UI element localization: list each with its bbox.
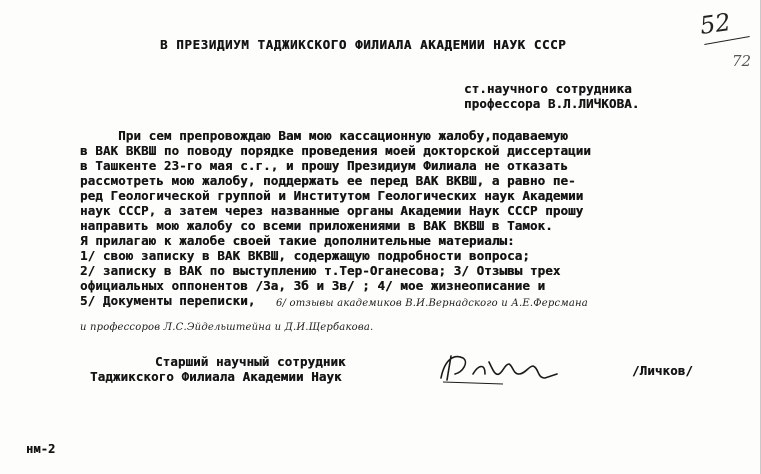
document-title: В ПРЕЗИДИУМ ТАДЖИКСКОГО ФИЛИАЛА АКАДЕМИИ НАУК СССР [160, 37, 567, 52]
handwritten-addition-1: 6/ отзывы академиков В.И.Вернадского и А.Е.Ферсмана [276, 298, 588, 309]
signatory-title-line-1: Старший научный сотрудник [155, 354, 346, 369]
body-line: 2/ записку в ВАК по выступлению т.Тер-Оганесова; 3/ Отзывы трех [80, 263, 561, 278]
handwritten-signature [433, 348, 563, 388]
body-line: в ВАК ВКВШ по поводу порядке проведения моей докторской диссертации [80, 143, 591, 158]
body-line: рассмотреть мою жалобу, поддержать ее перед ВАК ВКВШ, а равно пе- [80, 173, 576, 188]
faint-page-number: 72 [732, 52, 752, 70]
body-line: официальных оппонентов /3а, 3б и 3в/ ; 4/ мое жизнеописание и [80, 278, 546, 293]
body-line: 5/ Документы переписки, [80, 293, 256, 308]
signatory-title-line-2: Таджикского Филиала Академии Наук [90, 369, 342, 384]
body-line: ред Геологической группой и Институтом Геологических наук Академии [80, 188, 584, 203]
body-line: При сем препровождаю Вам мою кассационную жалобу,подаваемую [80, 128, 569, 143]
handwritten-page-number: 52 [698, 8, 733, 40]
body-line: наук СССР, а затем через названные органы Академии Наук СССР прошу [80, 203, 584, 218]
signatory-name: /Личков/ [632, 363, 694, 378]
addressee-line-2: профессора В.Л.ЛИЧКОВА. [464, 96, 640, 111]
body-line: в Ташкенте 23-го мая с.г., и прошу Президиум Филиала не отказать [80, 158, 569, 173]
addressee-line-1: ст.научного сотрудника [464, 81, 632, 96]
body-line: направить мою жалобу со всеми приложениями в ВАК ВКВШ в Тамок. [80, 218, 553, 233]
form-code: нм-2 [26, 442, 56, 456]
handwritten-addition-2: и профессоров Л.С.Эйдельштейна и Д.И.Щербакова. [80, 322, 374, 333]
body-line: Я прилагаю к жалобе своей такие дополнительные материалы: [80, 233, 515, 248]
body-line: 1/ свою записку в ВАК ВКВШ, содержащую подробности вопроса; [80, 248, 530, 263]
